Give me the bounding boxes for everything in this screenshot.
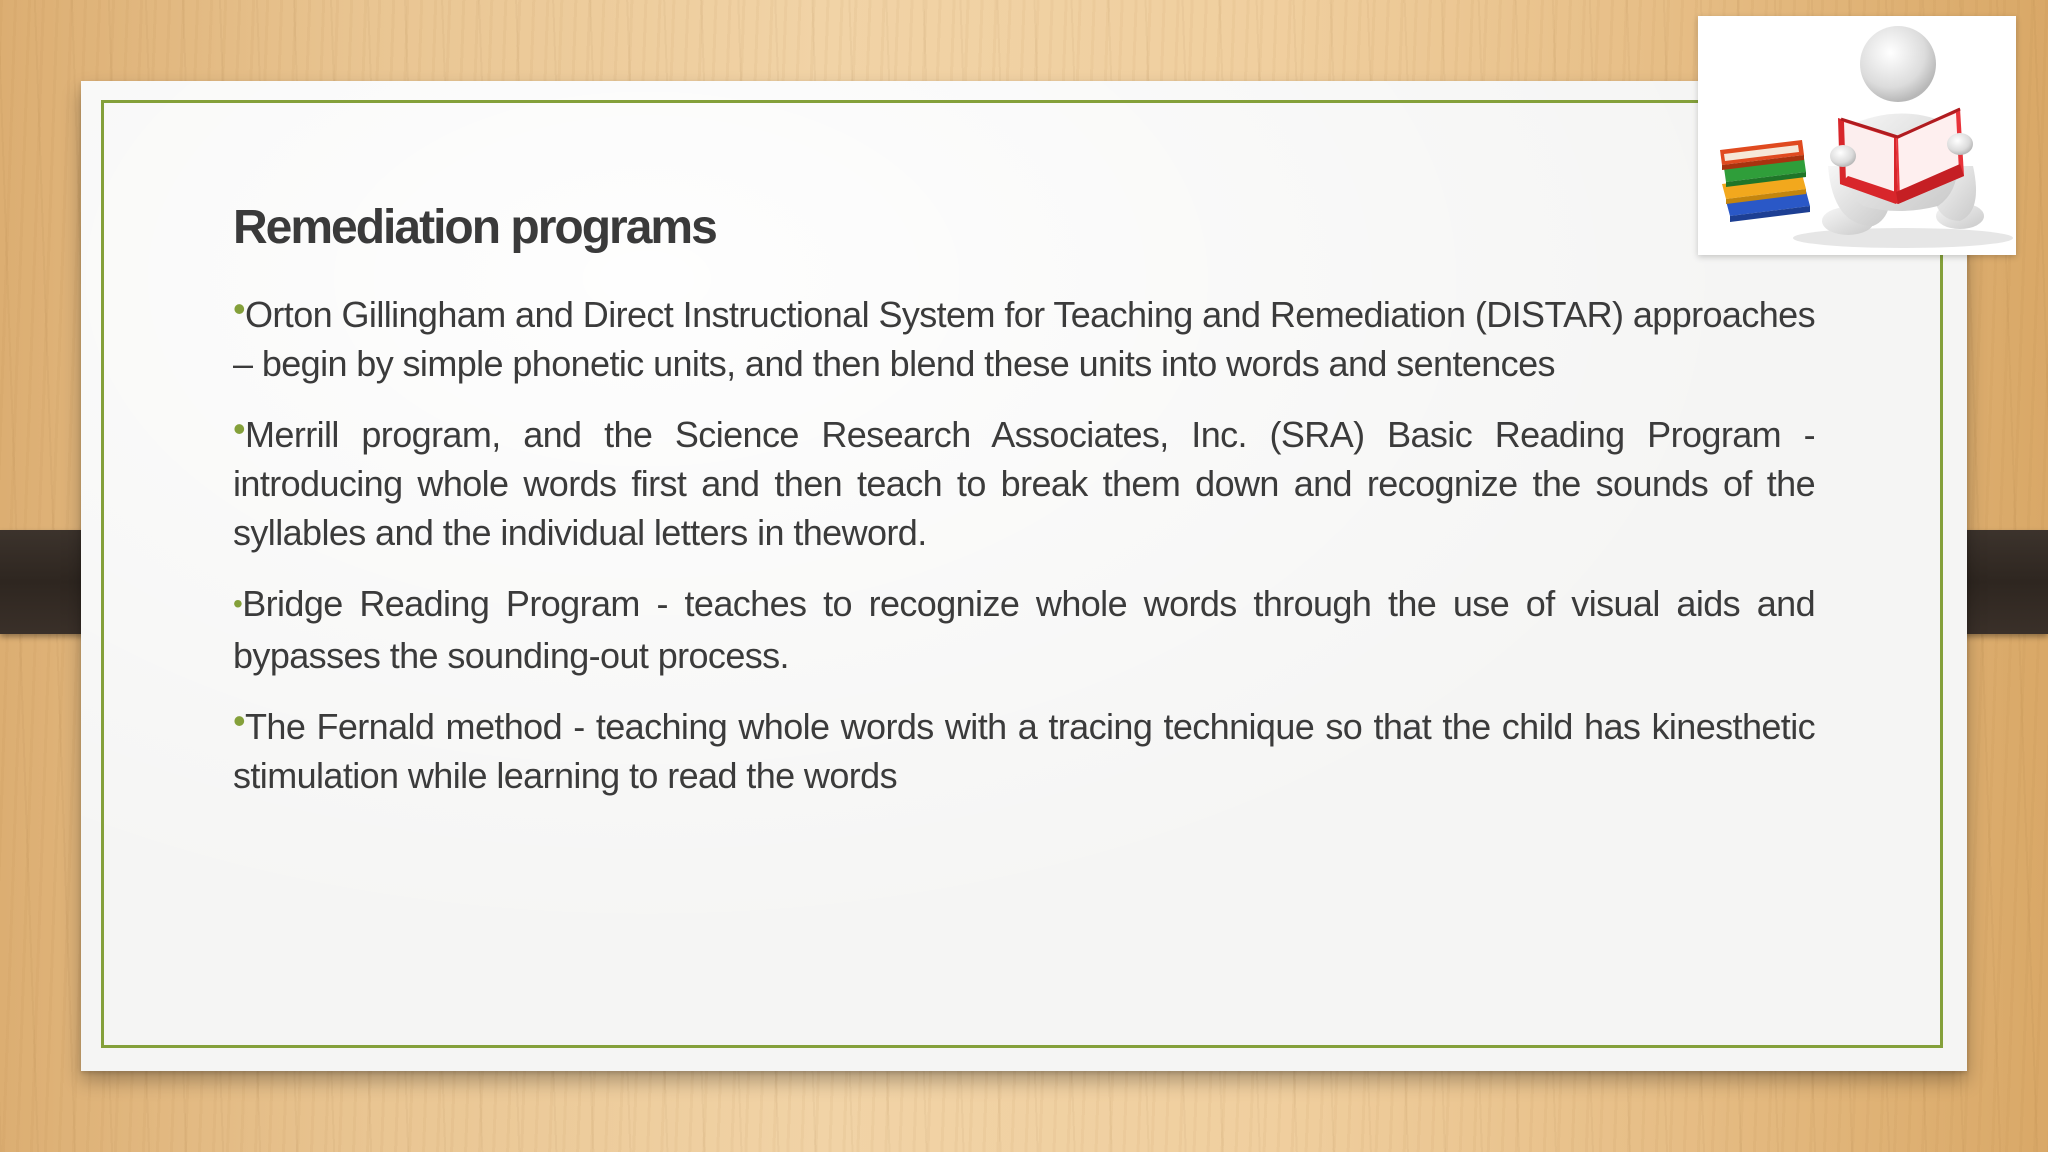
bullet-dot: •	[233, 408, 246, 449]
bullet-text: Orton Gillingham and Direct Instructional System for Teaching and Remediation (DISTAR) approaches – begin by simple phonetic units, and then blend these units into words and sentences	[233, 294, 1815, 384]
bullet-list	[233, 290, 1815, 822]
bullet-dot: •	[233, 588, 243, 619]
bullet-text: Bridge Reading Program - teaches to recognize whole words through the use of visual aids and bypasses the sounding-out process.	[233, 583, 1815, 676]
bullet-dot: •	[233, 288, 246, 329]
bullet-item-fernald	[233, 702, 1815, 800]
bullet-text: Merrill program, and the Science Research Associates, Inc. (SRA) Basic Reading Program - introducing whole words first and then teach to break them down and recognize the sounds of the syllables and the individual letters in theword.	[233, 414, 1815, 553]
bullet-dot: •	[233, 700, 246, 741]
bullet-item-distar	[233, 290, 1815, 388]
bullet-text: The Fernald method - teaching whole words with a tracing technique so that the child has kinesthetic stimulation while learning to read the words	[233, 706, 1815, 796]
person-reading-book-icon	[1698, 16, 2016, 255]
bullet-item-merrill	[233, 410, 1815, 557]
book-stack	[1720, 140, 1810, 222]
bullet-item-bridge	[233, 579, 1815, 680]
slide-title: Remediation programs	[233, 201, 716, 254]
